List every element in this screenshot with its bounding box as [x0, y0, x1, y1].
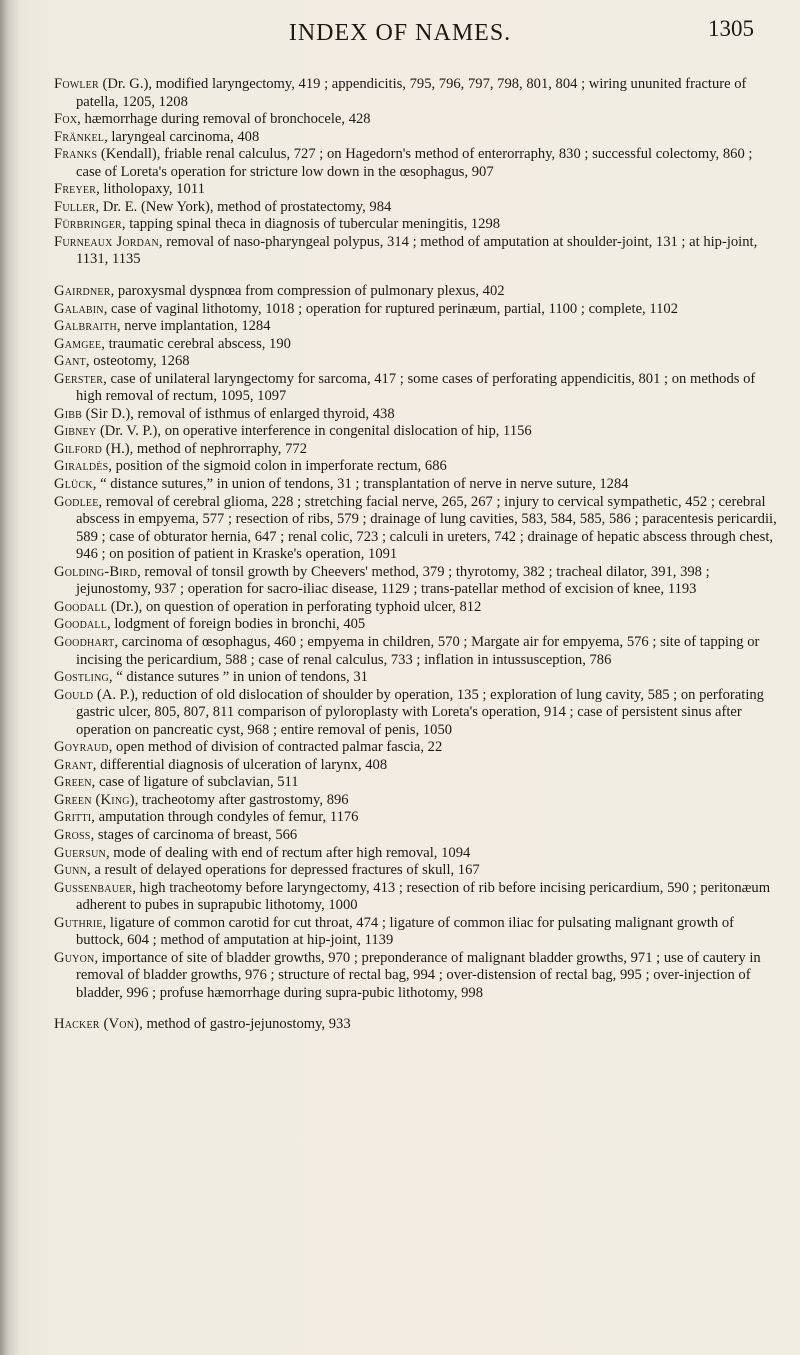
entry-name: Gunn [54, 862, 88, 879]
index-entry [54, 353, 778, 371]
entry-name: Green [54, 774, 92, 791]
entry-text: , carcinoma of œsophagus, 460 ; empyema in children, 570 ; Margate air for empyema, 576 ; site of tapping or incising the pericardium, 588 ; case of renal calculus, 733 ; inflation in intussusception, 786 [76, 633, 760, 668]
index-entry [54, 441, 778, 459]
index-entry [54, 827, 778, 845]
entry-text: , mode of dealing with end of rectum after high removal, 1094 [105, 844, 471, 861]
index-entry [54, 406, 778, 424]
entry-name: Golding-Bird [54, 563, 138, 580]
index-entry [54, 199, 778, 217]
entry-text: , amputation through condyles of femur, 1176 [91, 809, 359, 826]
index-entry [54, 181, 778, 199]
entry-name: Gilford [54, 440, 103, 457]
entry-name: Gairdner [54, 283, 111, 300]
entry-name: Grant [54, 756, 93, 773]
index-entry [54, 336, 778, 354]
index-entry [54, 494, 778, 564]
page-header [0, 16, 800, 56]
entry-text: , nerve implantation, 1284 [116, 318, 271, 335]
entry-text: , tracheotomy after gastrostomy, 896 [134, 791, 349, 808]
index-entry [54, 880, 778, 915]
entry-text: , open method of division of contracted palmar fascia, 22 [108, 739, 443, 756]
index-entry [54, 111, 778, 129]
entry-name: Fuller [54, 198, 96, 215]
index-entry [54, 371, 778, 406]
entry-text: (Dr. V. P.), on operative interference in congenital dislocation of hip, 1156 [96, 423, 532, 440]
index-entry [54, 669, 778, 687]
index-entry [54, 634, 778, 669]
entry-name: Freyer [54, 181, 97, 198]
entry-text: (Dr. G.), modified laryngectomy, 419 ; appendicitis, 795, 796, 797, 798, 801, 804 ; wiring ununited fracture of patella, 1205, 1208 [76, 76, 747, 110]
index-entry [54, 476, 778, 494]
entry-text: , litholopaxy, 1011 [96, 181, 205, 198]
entry-text: , case of vaginal lithotomy, 1018 ; operation for ruptured perinæum, partial, 1100 ; complete, 1102 [103, 300, 679, 317]
entry-text: , importance of site of bladder growths, 970 ; preponderance of malignant bladder growths, 971 ; use of cautery in removal of bladder growths, 976 ; structure of rectal bag, 994 ; over-distension of rectal bag, 995 ; over-injection of bladder, 996 ; profuse hæmorrhage during supra-pubic lithotomy, 998 [76, 949, 761, 1001]
entry-text: , a result of delayed operations for depressed fractures of skull, 167 [87, 862, 480, 879]
entry-name: Giraldès [54, 458, 109, 475]
entry-name: Galabin [54, 300, 104, 317]
entry-name: Franks [54, 146, 98, 163]
index-entry [54, 76, 778, 111]
index-entry [54, 950, 778, 1003]
index-entry [54, 146, 778, 181]
entry-name: Gussenbauer [54, 879, 133, 896]
entry-name: Furneaux Jordan [54, 233, 159, 250]
entry-text: , method of gastro-jejunostomy, 933 [139, 1016, 351, 1033]
entry-text: , high tracheotomy before laryngectomy, 413 ; resection of rib before incising pericardium, 590 ; peritonæum adherent to pubes in suprapubic lithotomy, 1000 [76, 879, 771, 914]
index-entry [54, 301, 778, 319]
entry-name: Fox [54, 111, 78, 128]
index-entry [54, 845, 778, 863]
index-entry [54, 687, 778, 740]
index-entry [54, 216, 778, 234]
entry-text: (Dr.), on question of operation in perforating typhoid ulcer, 812 [107, 598, 482, 615]
entry-name: Galbraith [54, 318, 117, 335]
index-entry [54, 564, 778, 599]
entry-text: , “ distance sutures,” in union of tendons, 31 ; transplantation of nerve in nerve suture, 1284 [92, 476, 629, 493]
index-entry [54, 599, 778, 617]
entry-name: Green (King) [54, 791, 135, 808]
entry-name: Gamgee [54, 335, 102, 352]
entry-name: Goyraud [54, 739, 109, 756]
entry-name: Guyon [54, 949, 95, 966]
entry-text: , laryngeal carcinoma, 408 [104, 128, 260, 145]
entry-text: , tapping spinal theca in diagnosis of tubercular meningitis, 1298 [121, 216, 501, 233]
index-entry [54, 862, 778, 880]
entry-name: Fowler [54, 76, 99, 92]
entry-text: (H.), method of nephrorraphy, 772 [102, 440, 307, 457]
entry-text: (A. P.), reduction of old dislocation of shoulder by operation, 135 ; exploration of lung cavity, 585 ; on perforating gastric ulcer, 805, 807, 811 comparison of pyloroplasty with Loreta's operation, 914 ; case of persistent sinus after operation on pancreatic cyst, 968 ; entire removal of penis, 1050 [76, 686, 764, 738]
entry-name: Goodhart [54, 633, 115, 650]
entry-text: , differential diagnosis of ulceration of larynx, 408 [92, 756, 388, 773]
index-entry [54, 616, 778, 634]
entry-text: , ligature of common carotid for cut throat, 474 ; ligature of common iliac for pulsating malignant growth of buttock, 604 ; method of amputation at hip-joint, 1139 [76, 914, 735, 949]
index-entry [54, 809, 778, 827]
entry-text: , paroxysmal dyspnœa from compression of pulmonary plexus, 402 [110, 283, 505, 300]
index-entry [54, 129, 778, 147]
index-entry [54, 792, 778, 810]
entry-text: (Kendall), friable renal calculus, 727 ; on Hagedorn's method of enterorraphy, 830 ; successful colectomy, 860 ; case of Loreta's operation for stricture low down in the œsophagus, 907 [76, 146, 753, 180]
entry-text: , removal of cerebral glioma, 228 ; stretching facial nerve, 265, 267 ; injury to cervical sympathetic, 452 ; cerebral abscess in empyema, 577 ; resection of ribs, 579 ; drainage of lung cavities, 583, 584, 585, 586 ; paracentesis pericardii, 589 ; case of obturator hernia, 647 ; renal colic, 723 ; calculi in ureters, 742 ; drainage of hepatic abscess through chest, 946 ; on position of patient in Kraske's operation, 1091 [76, 493, 777, 563]
entry-name: Gould [54, 686, 94, 703]
index-entry [54, 757, 778, 775]
entry-name: Gross [54, 826, 91, 843]
entry-name: Gostling [54, 669, 109, 686]
index-entry [54, 283, 778, 301]
entry-name: Fürbringer [54, 216, 122, 233]
entry-name: Fränkel [54, 128, 105, 145]
entry-name: Goodall [54, 598, 108, 615]
entry-text: , osteotomy, 1268 [85, 353, 190, 370]
entry-text: (Sir D.), removal of isthmus of enlarged thyroid, 438 [82, 405, 395, 422]
index-entry [54, 234, 778, 269]
entry-text: , “ distance sutures ” in union of tendons, 31 [108, 669, 368, 686]
entry-name: Gritti [54, 809, 92, 826]
entry-text: , removal of naso-pharyngeal polypus, 314 ; method of amputation at shoulder-joint, 131 ; at hip-joint, 1131, 1135 [76, 233, 758, 268]
page-number: 1305 [708, 16, 754, 41]
entry-name: Glück [54, 476, 93, 493]
entry-name: Gant [54, 353, 86, 370]
entry-name: Gibb [54, 405, 83, 422]
entry-text: , case of ligature of subclavian, 511 [91, 774, 299, 791]
entry-text: , hæmorrhage during removal of bronchocele, 428 [77, 111, 371, 128]
entry-name: Godlee [54, 493, 99, 510]
entry-text: , lodgment of foreign bodies in bronchi, 405 [107, 616, 366, 633]
entry-text: , position of the sigmoid colon in imperforate rectum, 686 [108, 458, 447, 475]
entry-name: Gibney [54, 423, 97, 440]
entry-name: Goodall [54, 616, 108, 633]
entry-name: Hacker (Von) [54, 1016, 140, 1033]
index-entry [54, 458, 778, 476]
entry-text: , stages of carcinoma of breast, 566 [90, 826, 298, 843]
page-title: INDEX OF NAMES. [288, 20, 512, 46]
index-entry [54, 1016, 778, 1034]
index-entries [54, 76, 778, 1034]
entry-name: Guthrie [54, 914, 103, 931]
entry-text: , removal of tonsil growth by Cheevers' method, 379 ; thyrotomy, 382 ; tracheal dilator, 391, 398 ; jejunostomy, 937 ; operation for sacro-iliac disease, 1129 ; trans-patellar method of excision of knee, 1193 [76, 563, 710, 598]
index-entry [54, 739, 778, 757]
entry-name: Guersun [54, 844, 106, 861]
index-entry [54, 423, 778, 441]
index-entry [54, 318, 778, 336]
entry-text: , Dr. E. (New York), method of prostatectomy, 984 [95, 198, 392, 215]
entry-text: , traumatic cerebral abscess, 190 [101, 335, 291, 352]
entry-text: , case of unilateral laryngectomy for sarcoma, 417 ; some cases of perforating appendicitis, 801 ; on methods of high removal of rectum, 1095, 1097 [76, 370, 756, 405]
index-entry [54, 774, 778, 792]
index-entry [54, 915, 778, 950]
entry-name: Gerster [54, 370, 104, 387]
